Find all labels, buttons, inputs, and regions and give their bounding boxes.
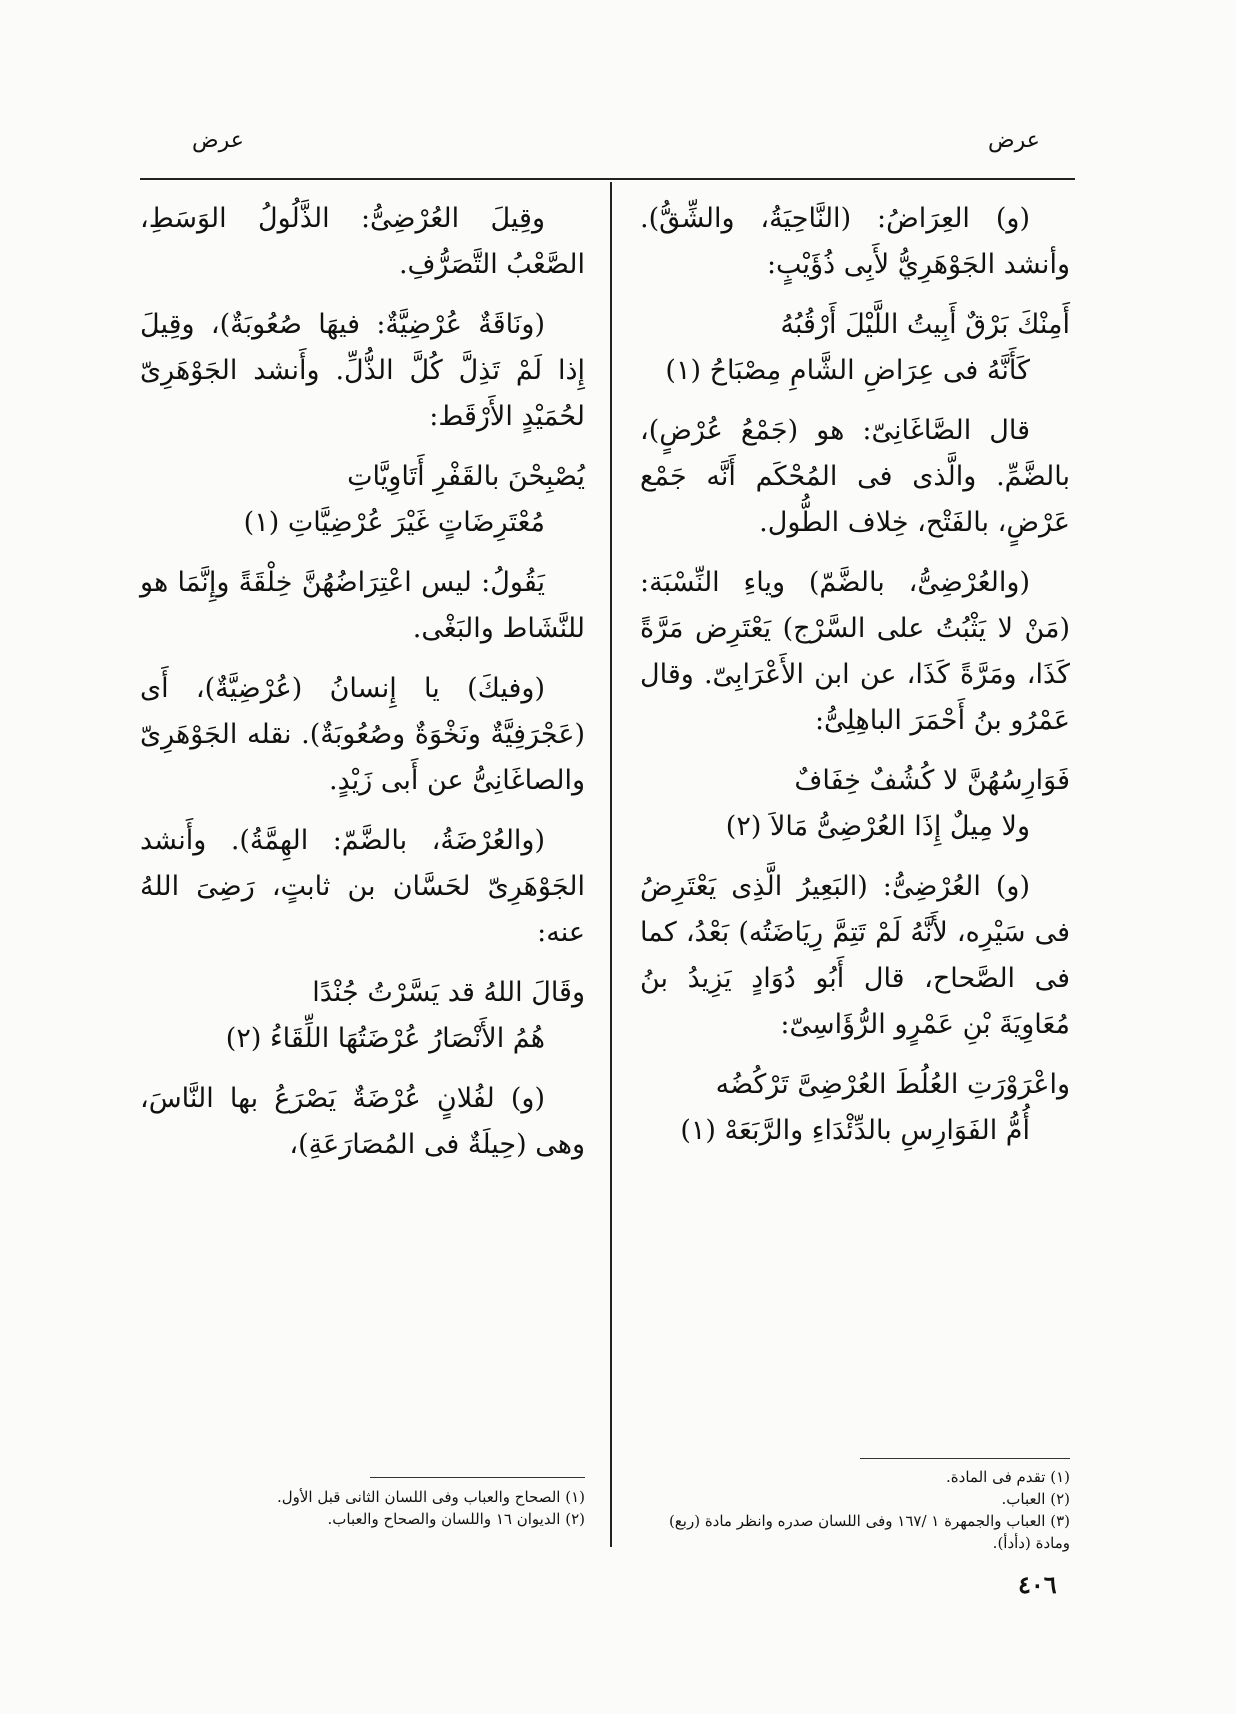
entry-paragraph: (والعُرْضِىُّ، بالضَّمّ) وياءِ النِّسْبَة: (مَنْ لا يَثْبُتُ على السَّرْج) يَعْتَرِض مَرَّةً كَذَا، ومَرَّةً كَذَا، عن ابن الأَعْرَابِىّ. وقال عَمْرُو بنُ أَحْمَرَ الباهِلِىُّ: [640, 567, 1070, 736]
footnote: (١) الصحاح والعباب وفى اللسان الثانى قبل الأول. [276, 1488, 585, 1506]
verse-hemistich-1: واعْرَوْرَتِ العُلُطَ العُرْضِىَّ تَرْكُضُه [715, 1069, 1070, 1100]
poem-verse [640, 1062, 1070, 1154]
footnotes-left [140, 1486, 585, 1530]
footnote: (١) تقدم فى المادة. [946, 1468, 1070, 1486]
verse-hemistich-2: كَأَنَّهُ فى عِرَاضِ الشَّامِ مِصْبَاحُ (١) [665, 355, 1030, 386]
entry-paragraph: (و) العُرْضِىُّ: (البَعِيرُ الَّذِى يَعْتَرِضُ فى سَيْرِه، لأَنَّهُ لَمْ تَتِمَّ رِيَاضَتُه) بَعْدُ، كما فى الصَّحاح، قال أَبُو دُوَادٍ يَزِيدُ بنُ مُعَاوِيَةَ بْنِ عَمْرٍو الرُّؤَاسِىّ: [640, 871, 1070, 1040]
verse-hemistich-1: وقَالَ اللهُ قد يَسَّرْتُ جُنْدًا [312, 977, 585, 1008]
footnote: (٣) العباب والجمهرة ١ /١٦٧ وفى اللسان صدره وانظر مادة (ربع) ومادة (دأدأ). [668, 1512, 1070, 1552]
verse-hemistich-1: فَوَارِسُهُنَّ لا كُشُفٌ خِفَافٌ [794, 765, 1070, 796]
entry-paragraph: وقِيلَ العُرْضِىُّ: الذَّلُولُ الوَسَطِ، الصَّعْبُ التَّصَرُّفِ. [140, 203, 585, 280]
right-column [640, 196, 1070, 1168]
verse-hemistich-1: أَمِنْكَ بَرْقٌ أَبِيتُ اللَّيْلَ أَرْقُبُهُ [780, 309, 1070, 340]
footnotes-right [640, 1466, 1070, 1554]
verse-hemistich-2: أُمُّ الفَوَارِسِ بالدِّئْدَاءِ والرَّبَعَهْ (١) [680, 1115, 1030, 1146]
running-header-left: عرض [192, 128, 244, 153]
verse-hemistich-1: يُصْبِحْنَ بالقَفْرِ أَتَاوِيَّاتِ [347, 461, 585, 492]
entry-paragraph: (ونَاقَةٌ عُرْضِيَّةٌ: فيهَا صُعُوبَةٌ)، وقِيلَ إِذا لَمْ تَذِلَّ كُلَّ الذُّلِّ. وأَنشد الجَوْهَرِىّ لحُمَيْدٍ الأَرْقَط: [140, 309, 585, 432]
running-header-right: عرض [988, 128, 1040, 153]
header-rule [140, 178, 1075, 180]
entry-paragraph: (و) لفُلانٍ عُرْضَةٌ يَصْرَعُ بها النَّاسَ، وهى (حِيلَةٌ فى المُصَارَعَةِ)، [140, 1083, 585, 1160]
verse-hemistich-2: ولا مِيلٌ إِذَا العُرْضِىُّ مَالاَ (٢) [725, 811, 1030, 842]
poem-verse [640, 302, 1070, 394]
page-number: ٤٠٦ [1018, 1570, 1057, 1599]
poem-verse [140, 970, 585, 1062]
footnote: (٢) العباب. [1001, 1490, 1070, 1508]
verse-hemistich-2: هُمُ الأَنْصَارُ عُرْضَتُهَا اللِّقَاءُ (٢) [225, 1023, 545, 1054]
footnote-rule-left [370, 1477, 585, 1478]
footnote-rule-right [860, 1458, 1070, 1459]
entry-paragraph: (والعُرْضَةُ، بالضَّمّ: الهِمَّةُ). وأَنشد الجَوْهَرِىّ لحَسَّان بن ثابتٍ، رَضِىَ اللهُ عنه: [140, 825, 585, 948]
column-divider [610, 182, 612, 1547]
poem-verse [640, 758, 1070, 850]
entry-paragraph: (و) العِرَاضُ: (النَّاحِيَةُ، والشِّقُّ). وأنشد الجَوْهَرِيُّ لأَبِى ذُؤَيْبٍ: [640, 203, 1070, 280]
footnote: (٢) الديوان ١٦ واللسان والصحاح والعباب. [327, 1510, 585, 1528]
poem-verse [140, 454, 585, 546]
entry-paragraph: (وفيكَ) يا إِنسانُ (عُرْضِيَّةٌ)، أَى (عَجْرَفِيَّةٌ ونَخْوَةٌ وصُعُوبَةٌ). نقله الجَوْهَرِىّ والصاغَانِىُّ عن أَبى زَيْدٍ. [140, 673, 585, 796]
left-column [140, 196, 585, 1182]
entry-paragraph: قال الصَّاغَانِىّ: هو (جَمْعُ عُرْضٍ)، بالضَّمِّ. والَّذى فى المُحْكَم أَنَّه جَمْع عَرْضٍ، بالفَتْح، خِلاف الطُّول. [640, 415, 1070, 538]
verse-hemistich-2: مُعْتَرِضَاتٍ غَيْرَ عُرْضِيَّاتِ (١) [243, 507, 545, 538]
entry-paragraph: يَقُولُ: ليس اعْتِرَاضُهُنَّ خِلْقَةً وإِنَّمَا هو للنَّشَاط والبَغْى. [140, 567, 585, 644]
